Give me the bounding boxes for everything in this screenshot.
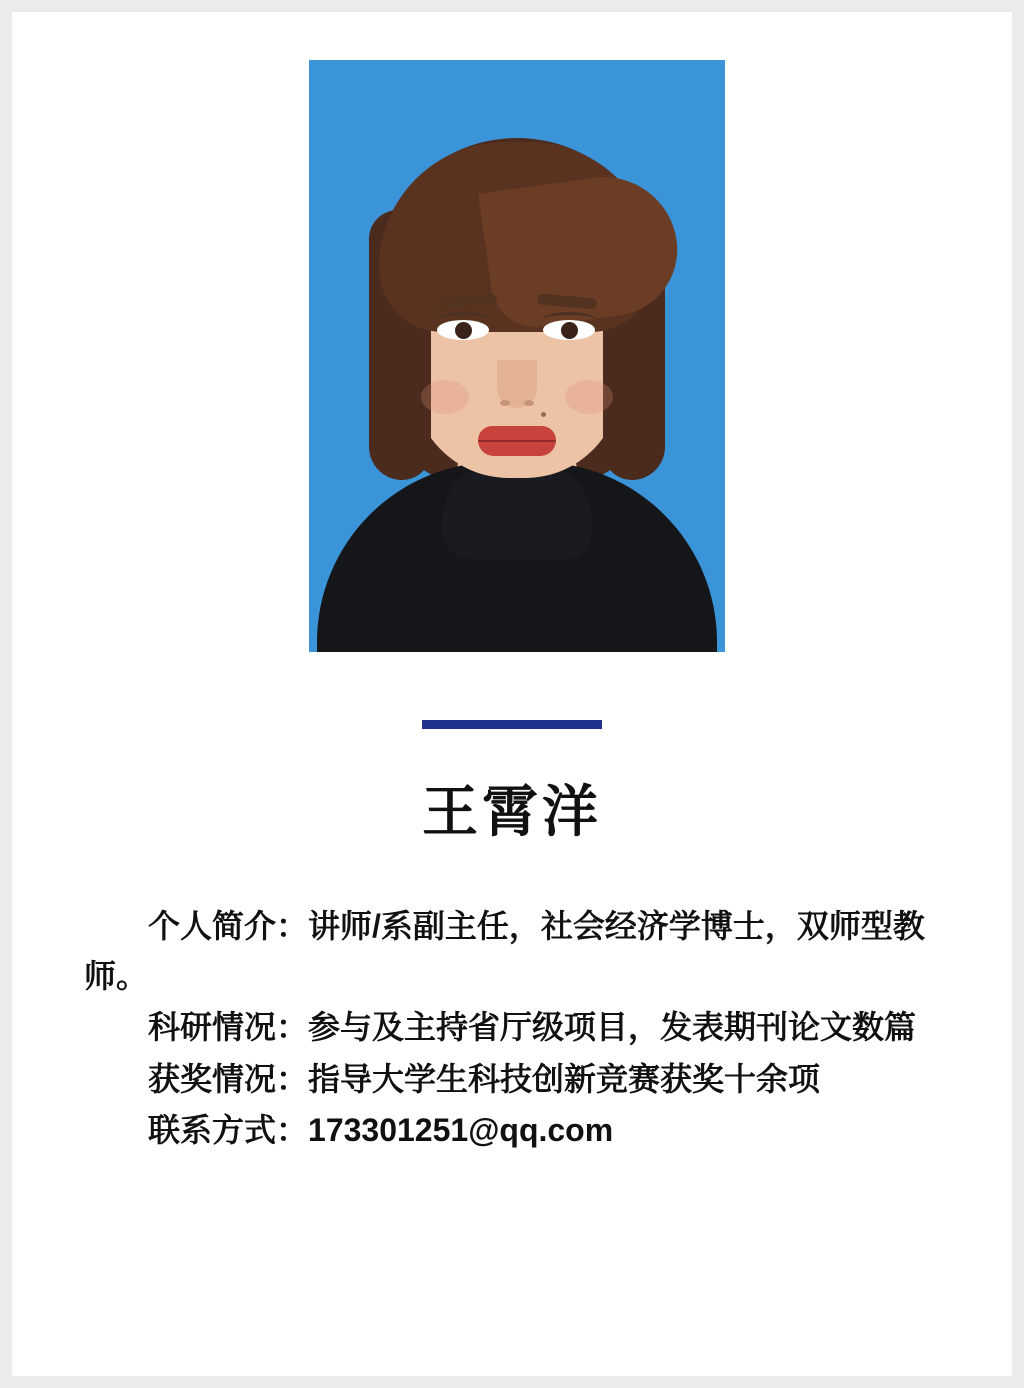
detail-row-awards [84,1055,950,1105]
detail-label-bio: 个人简介： [148,908,309,944]
eyelid-right-shape [542,312,596,327]
detail-row-bio [84,902,950,1001]
detail-row-research [84,1003,950,1053]
nostril-right-shape [524,400,534,406]
lip-line-shape [478,440,556,442]
collar-shape [442,464,592,560]
cheek-left-shape [421,380,469,414]
detail-value-awards: 指导大学生科技创新竞赛获奖十余项 [308,1060,821,1097]
detail-value-research: 参与及主持省厅级项目，发表期刊论文数篇 [308,1009,917,1046]
eyelid-left-shape [436,312,490,327]
detail-value-bio: 讲师/系副主任，社会经济学博士，双师型教师。 [84,908,925,994]
mole-shape [541,412,546,417]
nostril-left-shape [500,400,510,406]
profile-details [84,902,950,1158]
detail-value-contact: 173301251@qq.com [308,1112,614,1149]
title-divider [422,720,602,729]
detail-label-research: 科研情况： [148,1009,309,1046]
cheek-right-shape [565,380,613,414]
detail-label-contact: 联系方式： [148,1112,309,1149]
person-name: 王霄洋 [422,780,602,843]
portrait-photo-canvas [309,60,725,652]
portrait-photo [309,60,725,652]
detail-label-awards: 获奖情况： [148,1060,309,1097]
detail-row-contact [84,1106,950,1156]
profile-card [12,12,1012,1376]
